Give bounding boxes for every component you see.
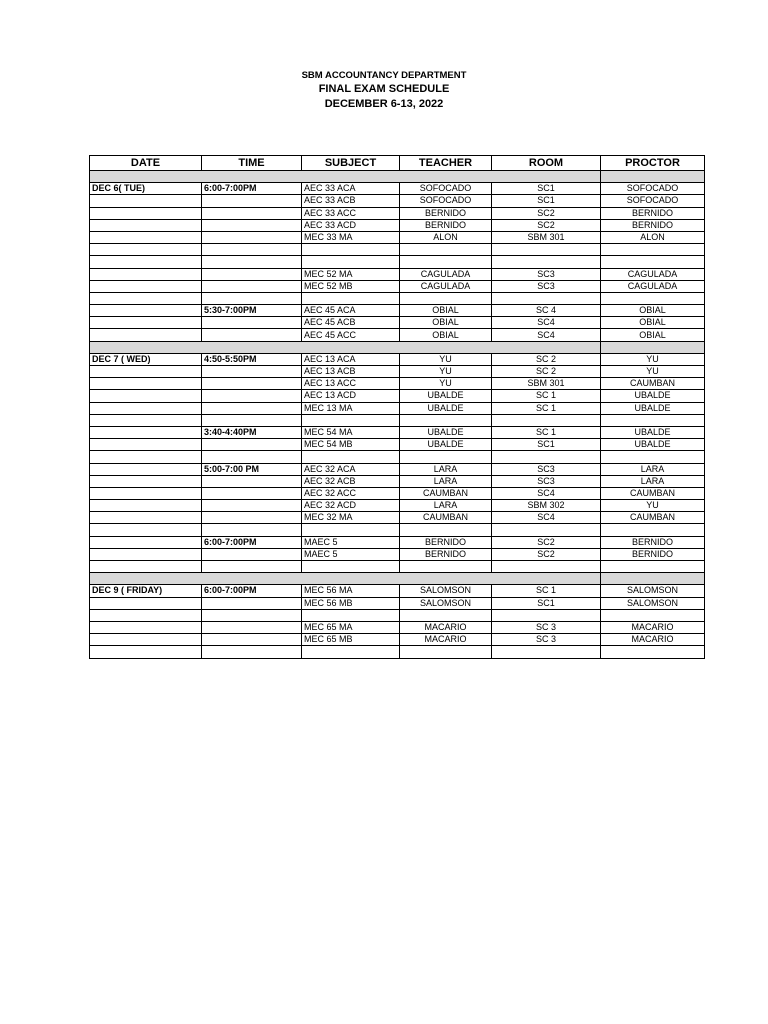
proctor-cell	[601, 561, 705, 573]
table-row	[90, 231, 705, 243]
table-row	[90, 305, 705, 317]
table-section-divider	[90, 573, 705, 585]
proctor-cell: ALON	[601, 231, 705, 243]
proctor-cell: BERNIDO	[601, 207, 705, 219]
proctor-cell	[601, 524, 705, 536]
date-cell: DEC 6( TUE)	[90, 183, 202, 195]
subject-cell: AEC 13 ACB	[302, 366, 400, 378]
subject-cell: AEC 45 ACC	[302, 329, 400, 341]
proctor-cell: CAUMBAN	[601, 378, 705, 390]
room-cell	[492, 244, 601, 256]
teacher-cell: CAUMBAN	[400, 512, 492, 524]
teacher-cell: BERNIDO	[400, 207, 492, 219]
table-row	[90, 207, 705, 219]
proctor-cell: SOFOCADO	[601, 183, 705, 195]
subject-cell: AEC 33 ACB	[302, 195, 400, 207]
time-cell	[202, 621, 302, 633]
teacher-cell	[400, 451, 492, 463]
time-cell	[202, 402, 302, 414]
proctor-cell: UBALDE	[601, 390, 705, 402]
table-row	[90, 548, 705, 560]
teacher-cell	[400, 414, 492, 426]
room-cell: SC3	[492, 475, 601, 487]
subject-cell: AEC 32 ACC	[302, 487, 400, 499]
date-cell	[90, 451, 202, 463]
room-cell	[492, 573, 601, 585]
time-cell	[202, 646, 302, 658]
time-cell	[202, 414, 302, 426]
time-cell	[202, 244, 302, 256]
teacher-cell: BERNIDO	[400, 536, 492, 548]
date-cell	[90, 305, 202, 317]
room-cell	[492, 414, 601, 426]
table-row	[90, 597, 705, 609]
room-cell	[492, 256, 601, 268]
table-row	[90, 329, 705, 341]
table-row	[90, 475, 705, 487]
subject-cell: MEC 54 MA	[302, 426, 400, 438]
date-cell	[90, 609, 202, 621]
subject-cell: AEC 33 ACC	[302, 207, 400, 219]
proctor-cell: LARA	[601, 463, 705, 475]
teacher-cell: CAGULADA	[400, 280, 492, 292]
proctor-cell: CAUMBAN	[601, 512, 705, 524]
teacher-cell	[400, 341, 492, 353]
teacher-cell	[400, 171, 492, 183]
subject-cell: AEC 32 ACD	[302, 500, 400, 512]
teacher-cell: BERNIDO	[400, 548, 492, 560]
table-row	[90, 219, 705, 231]
proctor-cell	[601, 609, 705, 621]
time-cell	[202, 561, 302, 573]
column-header-room: ROOM	[492, 156, 601, 171]
table-row	[90, 414, 705, 426]
time-cell: 5:30-7:00PM	[202, 305, 302, 317]
subject-cell: AEC 45 ACA	[302, 305, 400, 317]
room-cell	[492, 609, 601, 621]
time-cell	[202, 597, 302, 609]
proctor-cell: BERNIDO	[601, 536, 705, 548]
date-cell	[90, 634, 202, 646]
time-cell	[202, 329, 302, 341]
room-cell: SC3	[492, 268, 601, 280]
room-cell	[492, 341, 601, 353]
teacher-cell: UBALDE	[400, 402, 492, 414]
room-cell: SC 3	[492, 621, 601, 633]
room-cell: SC4	[492, 487, 601, 499]
teacher-cell: OBIAL	[400, 329, 492, 341]
room-cell: SC 2	[492, 353, 601, 365]
proctor-cell	[601, 244, 705, 256]
time-cell	[202, 573, 302, 585]
proctor-cell: SALOMSON	[601, 585, 705, 597]
subject-cell: AEC 13 ACC	[302, 378, 400, 390]
date-cell	[90, 573, 202, 585]
proctor-cell: OBIAL	[601, 329, 705, 341]
time-cell	[202, 231, 302, 243]
teacher-cell: YU	[400, 366, 492, 378]
proctor-cell	[601, 341, 705, 353]
teacher-cell: CAGULADA	[400, 268, 492, 280]
room-cell: SC3	[492, 463, 601, 475]
column-header-time: TIME	[202, 156, 302, 171]
teacher-cell: UBALDE	[400, 426, 492, 438]
table-row	[90, 317, 705, 329]
time-cell	[202, 292, 302, 304]
department-name: SBM ACCOUNTANCY DEPARTMENT	[301, 70, 467, 81]
subject-cell	[302, 524, 400, 536]
proctor-cell: OBIAL	[601, 305, 705, 317]
teacher-cell: LARA	[400, 500, 492, 512]
date-cell	[90, 439, 202, 451]
proctor-cell: SOFOCADO	[601, 195, 705, 207]
exam-schedule-table	[89, 155, 705, 659]
table-row	[90, 378, 705, 390]
column-header-teacher: TEACHER	[400, 156, 492, 171]
subject-cell: AEC 32 ACA	[302, 463, 400, 475]
time-cell	[202, 548, 302, 560]
room-cell: SC3	[492, 280, 601, 292]
table-row	[90, 426, 705, 438]
table-row	[90, 621, 705, 633]
subject-cell: AEC 13 ACA	[302, 353, 400, 365]
date-cell: DEC 7 ( WED)	[90, 353, 202, 365]
table-row	[90, 463, 705, 475]
subject-cell	[302, 292, 400, 304]
proctor-cell	[601, 646, 705, 658]
table-section-divider	[90, 341, 705, 353]
teacher-cell: OBIAL	[400, 317, 492, 329]
date-cell	[90, 219, 202, 231]
date-cell	[90, 487, 202, 499]
proctor-cell: YU	[601, 366, 705, 378]
proctor-cell	[601, 414, 705, 426]
table-row	[90, 536, 705, 548]
room-cell: SC 1	[492, 390, 601, 402]
teacher-cell	[400, 292, 492, 304]
column-header-subject: SUBJECT	[302, 156, 400, 171]
subject-cell	[302, 256, 400, 268]
room-cell: SBM 302	[492, 500, 601, 512]
table-row	[90, 280, 705, 292]
proctor-cell: OBIAL	[601, 317, 705, 329]
document-header	[0, 69, 768, 112]
table-row	[90, 634, 705, 646]
date-cell	[90, 463, 202, 475]
proctor-cell: BERNIDO	[601, 219, 705, 231]
time-cell: 4:50-5:50PM	[202, 353, 302, 365]
subject-cell: MEC 52 MB	[302, 280, 400, 292]
room-cell: SC 4	[492, 305, 601, 317]
table-row	[90, 500, 705, 512]
subject-cell: MEC 32 MA	[302, 512, 400, 524]
time-cell	[202, 256, 302, 268]
teacher-cell: LARA	[400, 463, 492, 475]
teacher-cell: UBALDE	[400, 390, 492, 402]
subject-cell: AEC 45 ACB	[302, 317, 400, 329]
room-cell	[492, 171, 601, 183]
table-row	[90, 561, 705, 573]
table-row	[90, 609, 705, 621]
teacher-cell	[400, 244, 492, 256]
teacher-cell: SALOMSON	[400, 585, 492, 597]
teacher-cell: YU	[400, 378, 492, 390]
subject-cell: MEC 56 MB	[302, 597, 400, 609]
subject-cell	[302, 451, 400, 463]
teacher-cell: SALOMSON	[400, 597, 492, 609]
time-cell: 5:00-7:00 PM	[202, 463, 302, 475]
table-row	[90, 439, 705, 451]
subject-cell	[302, 609, 400, 621]
room-cell	[492, 524, 601, 536]
proctor-cell: CAGULADA	[601, 280, 705, 292]
teacher-cell: OBIAL	[400, 305, 492, 317]
date-cell	[90, 390, 202, 402]
room-cell: SC 1	[492, 585, 601, 597]
date-cell	[90, 524, 202, 536]
room-cell: SC2	[492, 219, 601, 231]
room-cell: SC2	[492, 548, 601, 560]
subject-cell: MEC 52 MA	[302, 268, 400, 280]
date-cell	[90, 317, 202, 329]
proctor-cell	[601, 573, 705, 585]
room-cell: SC 1	[492, 402, 601, 414]
subject-cell	[302, 414, 400, 426]
room-cell: SC 2	[492, 366, 601, 378]
time-cell	[202, 512, 302, 524]
subject-cell	[302, 341, 400, 353]
date-cell	[90, 646, 202, 658]
room-cell: SC4	[492, 317, 601, 329]
table-row	[90, 451, 705, 463]
teacher-cell: UBALDE	[400, 439, 492, 451]
table-row	[90, 366, 705, 378]
subject-cell: AEC 32 ACB	[302, 475, 400, 487]
teacher-cell	[400, 524, 492, 536]
column-header-date: DATE	[90, 156, 202, 171]
proctor-cell: LARA	[601, 475, 705, 487]
teacher-cell: SOFOCADO	[400, 195, 492, 207]
proctor-cell: CAGULADA	[601, 268, 705, 280]
subject-cell: MEC 13 MA	[302, 402, 400, 414]
subject-cell: MEC 65 MB	[302, 634, 400, 646]
time-cell: 6:00-7:00PM	[202, 585, 302, 597]
date-cell	[90, 280, 202, 292]
time-cell: 3:40-4:40PM	[202, 426, 302, 438]
subject-cell	[302, 561, 400, 573]
proctor-cell: UBALDE	[601, 402, 705, 414]
time-cell	[202, 439, 302, 451]
proctor-cell	[601, 292, 705, 304]
subject-cell	[302, 171, 400, 183]
subject-cell: MEC 65 MA	[302, 621, 400, 633]
room-cell: SC2	[492, 207, 601, 219]
date-cell	[90, 268, 202, 280]
time-cell	[202, 207, 302, 219]
subject-cell: AEC 13 ACD	[302, 390, 400, 402]
room-cell: SC1	[492, 183, 601, 195]
table-row	[90, 244, 705, 256]
teacher-cell: SOFOCADO	[400, 183, 492, 195]
table-header-row	[90, 156, 705, 171]
room-cell	[492, 292, 601, 304]
teacher-cell	[400, 256, 492, 268]
time-cell	[202, 195, 302, 207]
teacher-cell: BERNIDO	[400, 219, 492, 231]
time-cell	[202, 219, 302, 231]
date-cell	[90, 500, 202, 512]
table-row	[90, 353, 705, 365]
room-cell: SC1	[492, 439, 601, 451]
subject-cell: MAEC 5	[302, 536, 400, 548]
room-cell	[492, 451, 601, 463]
time-cell: 6:00-7:00PM	[202, 536, 302, 548]
date-cell	[90, 195, 202, 207]
date-range: DECEMBER 6-13, 2022	[324, 98, 444, 110]
table-row	[90, 292, 705, 304]
time-cell	[202, 609, 302, 621]
date-cell: DEC 9 ( FRIDAY)	[90, 585, 202, 597]
proctor-cell: BERNIDO	[601, 548, 705, 560]
subject-cell: AEC 33 ACD	[302, 219, 400, 231]
room-cell: SC1	[492, 195, 601, 207]
teacher-cell	[400, 609, 492, 621]
date-cell	[90, 561, 202, 573]
table-row	[90, 585, 705, 597]
proctor-cell: MACARIO	[601, 621, 705, 633]
table-row	[90, 256, 705, 268]
proctor-cell: CAUMBAN	[601, 487, 705, 499]
room-cell: SBM 301	[492, 378, 601, 390]
teacher-cell: YU	[400, 353, 492, 365]
time-cell: 6:00-7:00PM	[202, 183, 302, 195]
table-body	[90, 171, 705, 659]
time-cell	[202, 280, 302, 292]
time-cell	[202, 171, 302, 183]
date-cell	[90, 292, 202, 304]
table-row	[90, 646, 705, 658]
date-cell	[90, 512, 202, 524]
subject-cell: MEC 33 MA	[302, 231, 400, 243]
room-cell	[492, 561, 601, 573]
date-cell	[90, 171, 202, 183]
date-cell	[90, 621, 202, 633]
date-cell	[90, 597, 202, 609]
room-cell: SC2	[492, 536, 601, 548]
date-cell	[90, 341, 202, 353]
time-cell	[202, 341, 302, 353]
subject-cell: MEC 56 MA	[302, 585, 400, 597]
proctor-cell: UBALDE	[601, 439, 705, 451]
table-row	[90, 487, 705, 499]
date-cell	[90, 256, 202, 268]
table-row	[90, 524, 705, 536]
date-cell	[90, 366, 202, 378]
table-row	[90, 390, 705, 402]
proctor-cell: MACARIO	[601, 634, 705, 646]
room-cell: SC4	[492, 512, 601, 524]
date-cell	[90, 475, 202, 487]
time-cell	[202, 390, 302, 402]
date-cell	[90, 231, 202, 243]
document-title: FINAL EXAM SCHEDULE	[318, 83, 450, 95]
subject-cell	[302, 646, 400, 658]
column-header-proctor: PROCTOR	[601, 156, 705, 171]
table-row	[90, 402, 705, 414]
time-cell	[202, 451, 302, 463]
date-cell	[90, 414, 202, 426]
proctor-cell: YU	[601, 500, 705, 512]
table-row	[90, 183, 705, 195]
room-cell: SC4	[492, 329, 601, 341]
teacher-cell: MACARIO	[400, 621, 492, 633]
room-cell: SC1	[492, 597, 601, 609]
teacher-cell: LARA	[400, 475, 492, 487]
time-cell	[202, 524, 302, 536]
date-cell	[90, 329, 202, 341]
time-cell	[202, 378, 302, 390]
time-cell	[202, 366, 302, 378]
room-cell: SC 1	[492, 426, 601, 438]
time-cell	[202, 500, 302, 512]
subject-cell	[302, 244, 400, 256]
table-row	[90, 195, 705, 207]
date-cell	[90, 402, 202, 414]
teacher-cell	[400, 646, 492, 658]
time-cell	[202, 475, 302, 487]
date-cell	[90, 536, 202, 548]
subject-cell	[302, 573, 400, 585]
date-cell	[90, 207, 202, 219]
table-row	[90, 512, 705, 524]
proctor-cell: SALOMSON	[601, 597, 705, 609]
proctor-cell	[601, 451, 705, 463]
date-cell	[90, 426, 202, 438]
teacher-cell: CAUMBAN	[400, 487, 492, 499]
room-cell	[492, 646, 601, 658]
table-row	[90, 268, 705, 280]
date-cell	[90, 548, 202, 560]
date-cell	[90, 378, 202, 390]
time-cell	[202, 268, 302, 280]
teacher-cell: MACARIO	[400, 634, 492, 646]
proctor-cell: YU	[601, 353, 705, 365]
subject-cell: AEC 33 ACA	[302, 183, 400, 195]
date-cell	[90, 244, 202, 256]
proctor-cell	[601, 171, 705, 183]
room-cell: SC 3	[492, 634, 601, 646]
room-cell: SBM 301	[492, 231, 601, 243]
time-cell	[202, 634, 302, 646]
proctor-cell: UBALDE	[601, 426, 705, 438]
subject-cell: MEC 54 MB	[302, 439, 400, 451]
table-section-divider	[90, 171, 705, 183]
proctor-cell	[601, 256, 705, 268]
teacher-cell	[400, 561, 492, 573]
time-cell	[202, 487, 302, 499]
teacher-cell	[400, 573, 492, 585]
teacher-cell: ALON	[400, 231, 492, 243]
time-cell	[202, 317, 302, 329]
subject-cell: MAEC 5	[302, 548, 400, 560]
